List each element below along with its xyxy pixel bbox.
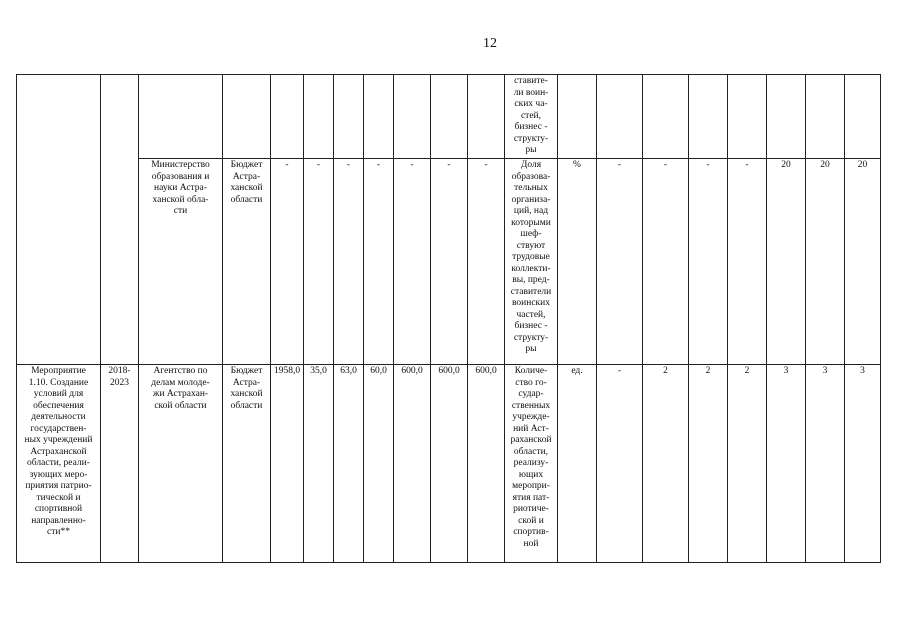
finance-cell xyxy=(334,75,364,159)
finance-cell: 63,0 xyxy=(334,365,364,563)
executor-cell xyxy=(139,365,223,563)
table-row-continuation xyxy=(17,75,881,159)
page-number: 12 xyxy=(483,36,497,51)
target-cell: 2 xyxy=(728,365,767,563)
table-row-measure-1-10 xyxy=(17,365,881,563)
executor-text: Агентство по делам молоде- жи Астрахан- ской области xyxy=(151,366,210,411)
target-cell: 2 xyxy=(643,365,689,563)
source-cell xyxy=(223,365,271,563)
table-row-ministry xyxy=(17,159,881,365)
program-table xyxy=(16,74,881,563)
measure-cell xyxy=(17,365,101,563)
executor-text: Министерство образования и науки Астра- ханской обла- сти xyxy=(151,160,210,216)
source-text: Бюджет Астра- ханской области xyxy=(230,366,263,411)
finance-cell xyxy=(431,75,468,159)
target-cell xyxy=(689,75,728,159)
target-cell: - xyxy=(597,365,643,563)
target-cell: 2 xyxy=(689,365,728,563)
measure-cell-continued xyxy=(17,75,101,365)
unit-cell: % xyxy=(558,159,597,365)
target-cell: 3 xyxy=(767,365,806,563)
indicator-text: Количе- ство го- судар- ственных учрежде- ний Аст- раханской области, реализу- ющих меропри- ятия пат- риотиче- ской и спортив- ной xyxy=(510,366,552,549)
indicator-cell xyxy=(505,159,558,365)
target-cell: 3 xyxy=(845,365,881,563)
finance-cell: 600,0 xyxy=(431,365,468,563)
finance-cell: - xyxy=(364,159,394,365)
period-cell-continued xyxy=(101,75,139,365)
finance-cell: - xyxy=(304,159,334,365)
target-cell xyxy=(728,75,767,159)
unit-cell: ед. xyxy=(558,365,597,563)
indicator-cell xyxy=(505,365,558,563)
target-cell: 20 xyxy=(845,159,881,365)
period-cell xyxy=(101,365,139,563)
source-cell xyxy=(223,75,271,159)
finance-cell: 60,0 xyxy=(364,365,394,563)
finance-cell: - xyxy=(468,159,505,365)
target-cell: - xyxy=(643,159,689,365)
target-cell: - xyxy=(597,159,643,365)
indicator-cell xyxy=(505,75,558,159)
executor-cell xyxy=(139,159,223,365)
finance-cell: - xyxy=(431,159,468,365)
target-cell xyxy=(597,75,643,159)
finance-cell xyxy=(394,75,431,159)
finance-cell: 35,0 xyxy=(304,365,334,563)
target-cell: 20 xyxy=(767,159,806,365)
finance-cell: 600,0 xyxy=(468,365,505,563)
target-cell: 3 xyxy=(806,365,845,563)
target-cell xyxy=(845,75,881,159)
source-text: Бюджет Астра- ханской области xyxy=(230,160,263,205)
target-cell: - xyxy=(689,159,728,365)
finance-cell xyxy=(468,75,505,159)
finance-cell xyxy=(364,75,394,159)
target-cell xyxy=(643,75,689,159)
target-cell xyxy=(806,75,845,159)
unit-cell xyxy=(558,75,597,159)
target-cell: - xyxy=(728,159,767,365)
target-cell xyxy=(767,75,806,159)
indicator-text: ставите- ли воин- ских ча- стей, бизнес - структу- ры xyxy=(513,76,549,155)
finance-cell xyxy=(304,75,334,159)
period-text: 2018- 2023 xyxy=(108,366,131,388)
source-cell xyxy=(223,159,271,365)
finance-cell: - xyxy=(271,159,304,365)
target-cell: 20 xyxy=(806,159,845,365)
finance-cell xyxy=(271,75,304,159)
finance-cell: - xyxy=(334,159,364,365)
indicator-text: Доля образова- тельных организа- ций, над которыми шеф- ствуют трудовые коллекти- вы, пред- ставители воинских частей, бизнес - структу- ры xyxy=(510,160,552,354)
finance-cell: 1958,0 xyxy=(271,365,304,563)
finance-cell: 600,0 xyxy=(394,365,431,563)
finance-cell: - xyxy=(394,159,431,365)
executor-cell xyxy=(139,75,223,159)
measure-text: Мероприятие 1.10. Создание условий для обеспечения деятельности государствен- ных учреждений Астраханской области, реали- зующих меро- приятия патрио- тической и спортивной направленно- сти** xyxy=(24,366,93,537)
